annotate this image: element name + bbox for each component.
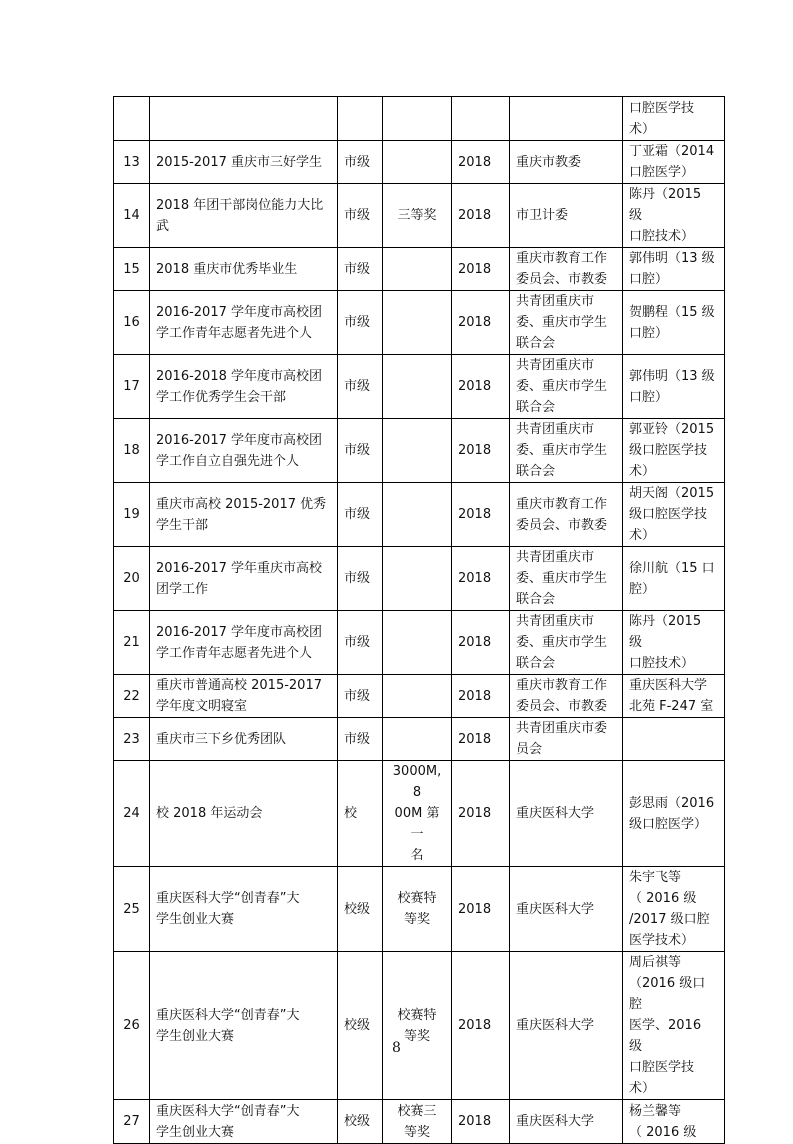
cell-level	[338, 483, 383, 547]
cell-prize-text: 校赛特 等奖	[397, 891, 437, 927]
cell-issuer-text: 重庆医科大学	[516, 901, 595, 917]
cell-prize	[383, 355, 452, 419]
cell-no	[114, 248, 150, 291]
cell-level-text: 校级	[344, 901, 371, 917]
cell-no	[114, 355, 150, 419]
cell-issuer-text: 重庆医科大学	[516, 1114, 595, 1129]
table-row	[114, 547, 725, 611]
cell-year-text: 2018	[458, 315, 492, 330]
cell-year-text: 2018	[458, 901, 492, 917]
cell-year	[452, 952, 510, 1100]
cell-issuer	[510, 952, 623, 1100]
table-row	[114, 718, 725, 761]
cell-award-name-text: 2016-2018 学年度市高校团 学工作优秀学生会干部	[156, 368, 322, 405]
cell-winner	[623, 867, 725, 952]
cell-year	[452, 419, 510, 483]
cell-level	[338, 291, 383, 355]
cell-award-name-text: 重庆市高校 2015-2017 优秀 学生干部	[156, 496, 327, 533]
cell-winner	[623, 483, 725, 547]
cell-year	[452, 761, 510, 867]
cell-award-name	[150, 675, 338, 718]
cell-winner-text: 郭伟明（13 级 口腔）	[629, 251, 715, 287]
cell-year	[452, 97, 510, 141]
table-body	[114, 97, 725, 1144]
cell-award-name-text: 2018 年团干部岗位能力大比 武	[156, 197, 324, 234]
cell-no	[114, 718, 150, 761]
cell-issuer	[510, 184, 623, 248]
cell-winner-text: 徐川航（15 口 腔）	[629, 560, 715, 597]
cell-year	[452, 184, 510, 248]
cell-award-name-text: 校 2018 年运动会	[156, 806, 263, 821]
cell-level	[338, 675, 383, 718]
cell-year-text: 2018	[458, 688, 492, 704]
cell-issuer	[510, 867, 623, 952]
cell-year-text: 2018	[458, 261, 492, 277]
cell-level-text: 市级	[344, 635, 371, 650]
cell-winner	[623, 718, 725, 761]
cell-winner-text: 陈丹（2015 级 口腔技术）	[629, 614, 702, 671]
cell-winner-text: 贺鹏程（15 级 口腔）	[629, 304, 715, 341]
table-row	[114, 675, 725, 718]
cell-winner	[623, 761, 725, 867]
cell-prize	[383, 248, 452, 291]
cell-issuer-text: 重庆市教委	[516, 154, 582, 170]
cell-award-name	[150, 184, 338, 248]
cell-level-text: 市级	[344, 688, 371, 704]
cell-award-name-text: 重庆医科大学“创青春”大 学生创业大赛	[156, 1007, 300, 1044]
cell-prize-text: 校赛特 等奖	[397, 1007, 437, 1044]
table-row	[114, 611, 725, 675]
cell-award-name-text: 2016-2017 学年度市高校团 学工作青年志愿者先进个人	[156, 624, 322, 661]
cell-no-text: 21	[123, 635, 140, 650]
cell-issuer	[510, 761, 623, 867]
cell-issuer	[510, 355, 623, 419]
table-row	[114, 952, 725, 1100]
cell-issuer	[510, 718, 623, 761]
cell-award-name-text: 重庆医科大学“创青春”大 学生创业大赛	[156, 1103, 300, 1140]
cell-level	[338, 355, 383, 419]
cell-winner	[623, 675, 725, 718]
cell-no	[114, 483, 150, 547]
cell-no	[114, 611, 150, 675]
cell-issuer-text: 共青团重庆市委 员会	[516, 721, 608, 757]
cell-no	[114, 97, 150, 141]
cell-no-text: 18	[123, 443, 140, 458]
cell-issuer-text: 共青团重庆市 委、重庆市学生 联合会	[516, 294, 608, 351]
cell-level	[338, 419, 383, 483]
cell-year-text: 2018	[458, 806, 492, 821]
cell-level-text: 校级	[344, 1114, 371, 1129]
cell-no	[114, 291, 150, 355]
table-row	[114, 248, 725, 291]
cell-no	[114, 761, 150, 867]
table-row	[114, 291, 725, 355]
cell-level-text: 市级	[344, 571, 371, 586]
cell-issuer	[510, 97, 623, 141]
cell-prize-text: 校赛三 等奖	[397, 1103, 437, 1140]
cell-year-text: 2018	[458, 571, 492, 586]
cell-award-name	[150, 611, 338, 675]
cell-award-name-text: 2016-2017 学年重庆市高校 团学工作	[156, 560, 322, 597]
cell-prize	[383, 867, 452, 952]
cell-no	[114, 419, 150, 483]
cell-award-name-text: 2015-2017 重庆市三好学生	[156, 154, 322, 170]
cell-winner	[623, 547, 725, 611]
cell-level	[338, 867, 383, 952]
cell-award-name	[150, 291, 338, 355]
cell-award-name-text: 重庆市三下乡优秀团队	[156, 731, 287, 747]
cell-issuer	[510, 141, 623, 184]
table-row	[114, 141, 725, 184]
cell-year	[452, 718, 510, 761]
cell-year	[452, 483, 510, 547]
cell-no-text: 16	[123, 315, 140, 330]
cell-award-name	[150, 483, 338, 547]
cell-level-text: 市级	[344, 443, 371, 458]
cell-winner	[623, 952, 725, 1100]
cell-winner	[623, 419, 725, 483]
cell-no-text: 19	[123, 507, 140, 522]
cell-year-text: 2018	[458, 507, 492, 522]
cell-year	[452, 867, 510, 952]
table-row	[114, 97, 725, 141]
cell-no	[114, 547, 150, 611]
cell-no-text: 23	[123, 731, 140, 747]
cell-prize-text: 3000M,8 00M 第一 名	[392, 764, 442, 863]
cell-winner-text: 周后祺等 （2016 级口腔 医学、2016 级 口腔医学技 术）	[629, 955, 706, 1096]
cell-level	[338, 248, 383, 291]
cell-winner	[623, 611, 725, 675]
cell-prize	[383, 761, 452, 867]
cell-level	[338, 547, 383, 611]
cell-level-text: 市级	[344, 731, 371, 747]
cell-level	[338, 141, 383, 184]
cell-award-name	[150, 248, 338, 291]
cell-winner-text: 朱宇飞等 （ 2016 级 /2017 级口腔 医学技术）	[629, 870, 710, 948]
cell-issuer-text: 共青团重庆市 委、重庆市学生 联合会	[516, 422, 608, 479]
cell-year	[452, 248, 510, 291]
cell-no-text: 13	[123, 154, 140, 170]
cell-winner-text: 胡天阁（2015 级口腔医学技 术）	[629, 486, 715, 543]
cell-award-name-text: 重庆医科大学“创青春”大 学生创业大赛	[156, 891, 300, 927]
cell-no-text: 22	[123, 688, 140, 704]
cell-issuer-text: 共青团重庆市 委、重庆市学生 联合会	[516, 358, 608, 415]
cell-award-name-text: 重庆市普通高校 2015-2017 学年度文明寝室	[156, 678, 322, 714]
cell-issuer	[510, 675, 623, 718]
cell-winner	[623, 355, 725, 419]
cell-winner	[623, 184, 725, 248]
cell-level-text: 市级	[344, 507, 371, 522]
cell-no	[114, 952, 150, 1100]
cell-winner-text: 丁亚霜（2014 口腔医学）	[629, 144, 715, 180]
cell-winner-text: 重庆医科大学 北苑 F-247 室	[629, 678, 714, 714]
cell-winner-text: 彭思雨（2016 级口腔医学）	[629, 795, 715, 832]
cell-prize	[383, 718, 452, 761]
cell-issuer-text: 共青团重庆市 委、重庆市学生 联合会	[516, 614, 608, 671]
cell-prize	[383, 952, 452, 1100]
cell-level-text: 市级	[344, 154, 371, 170]
cell-no	[114, 867, 150, 952]
cell-year-text: 2018	[458, 731, 492, 747]
table-row	[114, 483, 725, 547]
cell-issuer-text: 共青团重庆市 委、重庆市学生 联合会	[516, 550, 608, 607]
cell-prize	[383, 675, 452, 718]
cell-prize	[383, 291, 452, 355]
cell-award-name	[150, 952, 338, 1100]
cell-issuer	[510, 248, 623, 291]
cell-award-name	[150, 867, 338, 952]
cell-winner-text: 口腔医学技 术）	[629, 100, 695, 137]
cell-no	[114, 675, 150, 718]
cell-award-name	[150, 761, 338, 867]
cell-year-text: 2018	[458, 379, 492, 394]
cell-award-name	[150, 355, 338, 419]
cell-level-text: 校级	[344, 1018, 371, 1033]
table-row	[114, 867, 725, 952]
cell-level-text: 校	[344, 806, 358, 821]
cell-year	[452, 611, 510, 675]
cell-issuer	[510, 419, 623, 483]
cell-issuer	[510, 483, 623, 547]
cell-prize	[383, 184, 452, 248]
cell-issuer-text: 重庆医科大学	[516, 1018, 595, 1033]
cell-year	[452, 291, 510, 355]
cell-no	[114, 141, 150, 184]
cell-award-name	[150, 419, 338, 483]
cell-issuer-text: 重庆医科大学	[516, 806, 595, 821]
cell-prize	[383, 419, 452, 483]
cell-award-name-text: 2018 重庆市优秀毕业生	[156, 261, 298, 277]
cell-level-text: 市级	[344, 208, 371, 223]
table-row	[114, 761, 725, 867]
cell-prize	[383, 483, 452, 547]
cell-no-text: 25	[123, 901, 140, 917]
cell-winner	[623, 141, 725, 184]
table-row	[114, 184, 725, 248]
cell-level	[338, 761, 383, 867]
cell-no-text: 27	[123, 1114, 140, 1129]
cell-level	[338, 184, 383, 248]
cell-winner-text: 郭亚铃（2015 级口腔医学技 术）	[629, 422, 715, 479]
cell-winner	[623, 97, 725, 141]
cell-winner	[623, 291, 725, 355]
cell-winner-text: 陈丹（2015 级 口腔技术）	[629, 187, 702, 244]
cell-award-name-text: 2016-2017 学年度市高校团 学工作青年志愿者先进个人	[156, 304, 322, 341]
cell-prize	[383, 141, 452, 184]
cell-year	[452, 141, 510, 184]
cell-issuer	[510, 291, 623, 355]
cell-year-text: 2018	[458, 1114, 492, 1129]
cell-level	[338, 97, 383, 141]
cell-prize	[383, 547, 452, 611]
cell-year	[452, 355, 510, 419]
award-table	[113, 96, 725, 1144]
cell-prize	[383, 611, 452, 675]
cell-winner	[623, 248, 725, 291]
cell-award-name	[150, 547, 338, 611]
cell-year	[452, 675, 510, 718]
cell-issuer-text: 重庆市教育工作 委员会、市教委	[516, 678, 608, 714]
cell-award-name	[150, 718, 338, 761]
cell-year-text: 2018	[458, 443, 492, 458]
cell-year-text: 2018	[458, 1018, 492, 1033]
cell-winner-text: 杨兰馨等 （ 2016 级	[629, 1103, 697, 1140]
cell-award-name-text: 2016-2017 学年度市高校团 学工作自立自强先进个人	[156, 432, 322, 469]
cell-issuer-text: 重庆市教育工作 委员会、市教委	[516, 496, 608, 533]
cell-award-name	[150, 141, 338, 184]
cell-year-text: 2018	[458, 154, 492, 170]
cell-winner-text: 郭伟明（13 级 口腔）	[629, 368, 715, 405]
cell-issuer-text: 市卫计委	[516, 208, 569, 223]
cell-no	[114, 184, 150, 248]
page-number: 8	[392, 1040, 401, 1056]
cell-year-text: 2018	[458, 635, 492, 650]
cell-no-text: 14	[123, 208, 140, 223]
cell-no-text: 17	[123, 379, 140, 394]
cell-year	[452, 547, 510, 611]
cell-level	[338, 611, 383, 675]
cell-level-text: 市级	[344, 261, 371, 277]
cell-issuer-text: 重庆市教育工作 委员会、市教委	[516, 251, 608, 287]
cell-prize-text: 三等奖	[397, 208, 437, 223]
cell-level-text: 市级	[344, 379, 371, 394]
cell-issuer	[510, 547, 623, 611]
cell-no-text: 26	[123, 1018, 140, 1033]
cell-year-text: 2018	[458, 208, 492, 223]
cell-level	[338, 718, 383, 761]
cell-no-text: 15	[123, 261, 140, 277]
table-row	[114, 419, 725, 483]
cell-prize	[383, 97, 452, 141]
table-row	[114, 355, 725, 419]
cell-issuer	[510, 611, 623, 675]
cell-no-text: 20	[123, 571, 140, 586]
cell-level	[338, 952, 383, 1100]
cell-no-text: 24	[123, 806, 140, 821]
cell-award-name	[150, 97, 338, 141]
cell-level-text: 市级	[344, 315, 371, 330]
